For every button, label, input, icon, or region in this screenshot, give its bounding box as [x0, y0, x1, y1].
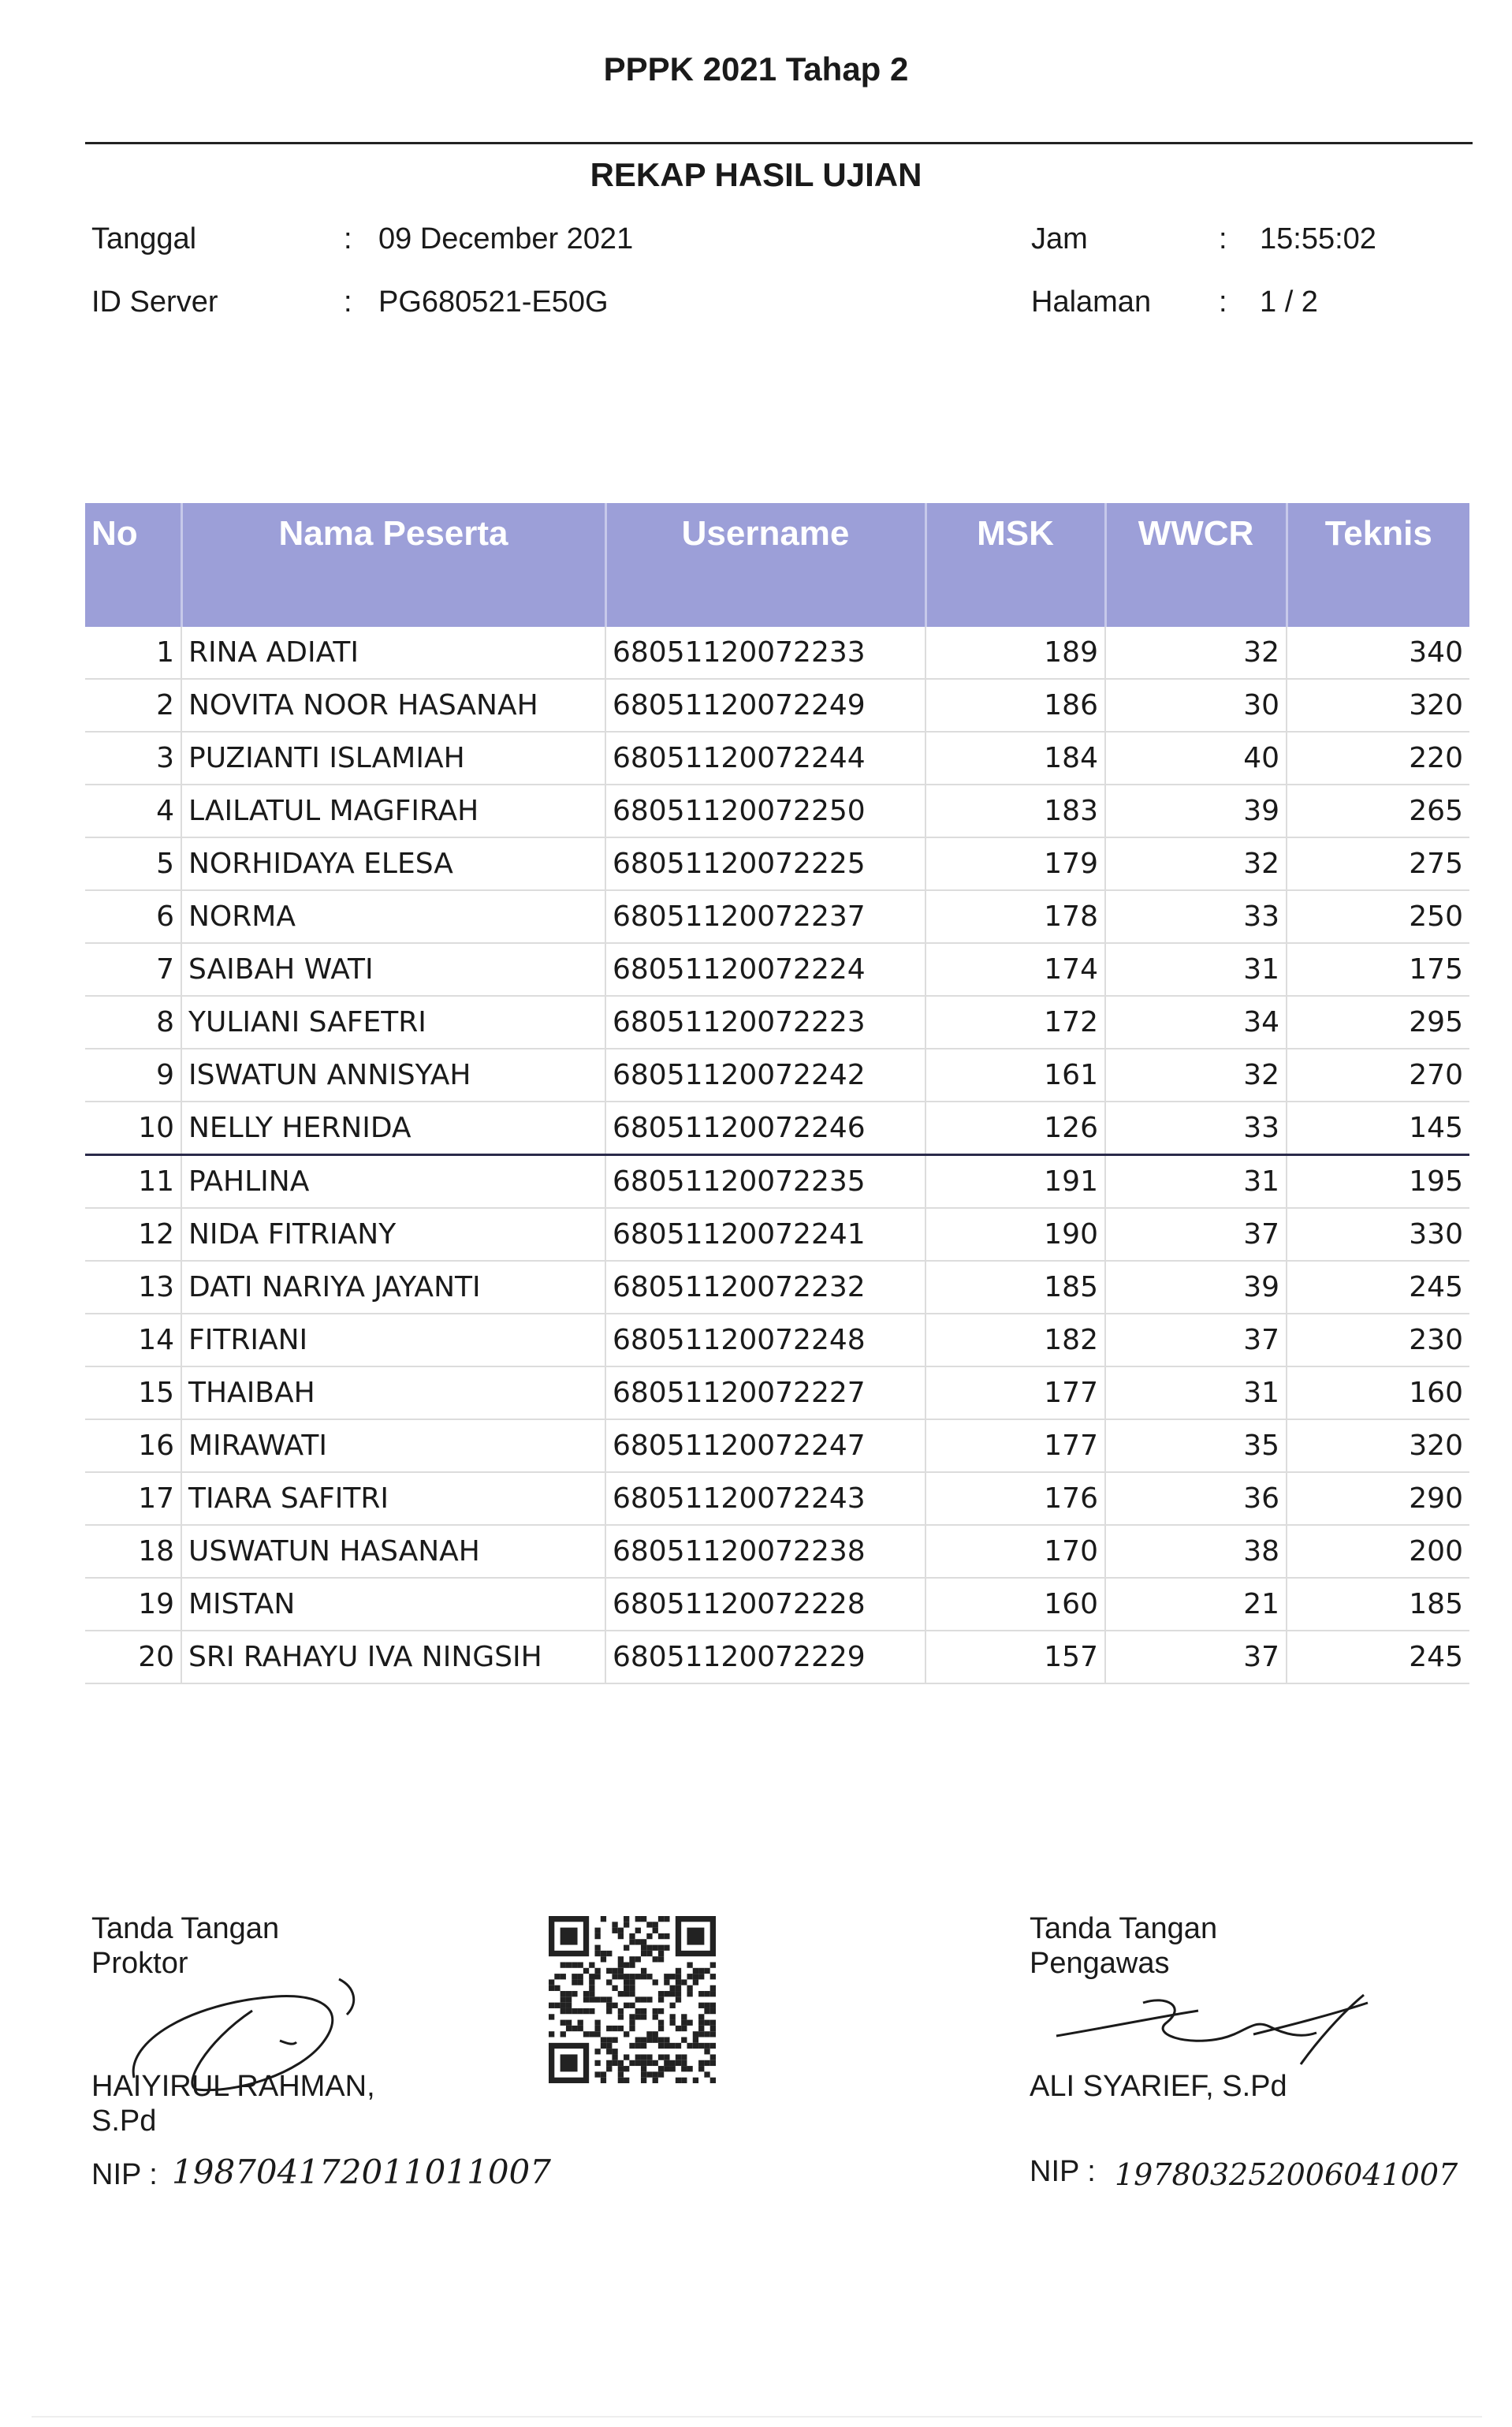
pengawas-role: Pengawas [1030, 1947, 1170, 1980]
cell-no: 18 [85, 1525, 181, 1578]
cell-username: 68051120072237 [605, 890, 925, 943]
cell-teknis: 160 [1287, 1366, 1469, 1419]
cell-nama: THAIBAH [181, 1366, 605, 1419]
table-row [85, 837, 1469, 890]
cell-teknis: 145 [1287, 1102, 1469, 1155]
header-rule [85, 142, 1473, 144]
cell-teknis: 195 [1287, 1155, 1469, 1209]
cell-nama: FITRIANI [181, 1314, 605, 1366]
cell-nama: MISTAN [181, 1578, 605, 1631]
cell-nama: USWATUN HASANAH [181, 1525, 605, 1578]
cell-no: 1 [85, 627, 181, 679]
cell-teknis: 270 [1287, 1049, 1469, 1102]
cell-msk: 186 [925, 679, 1105, 732]
tanggal-colon: : [344, 222, 352, 255]
cell-teknis: 340 [1287, 627, 1469, 679]
cell-no: 7 [85, 943, 181, 996]
cell-nama: NORMA [181, 890, 605, 943]
document-title: PPPK 2021 Tahap 2 [603, 50, 909, 88]
cell-nama: MIRAWATI [181, 1419, 605, 1472]
cell-teknis: 290 [1287, 1472, 1469, 1525]
pengawas-nip: 197803252006041007 [1115, 2157, 1458, 2192]
cell-wwcr: 38 [1105, 1525, 1287, 1578]
cell-username: 68051120072229 [605, 1631, 925, 1683]
cell-teknis: 245 [1287, 1261, 1469, 1314]
cell-username: 68051120072223 [605, 996, 925, 1049]
cell-nama: NOVITA NOOR HASANAH [181, 679, 605, 732]
cell-msk: 184 [925, 732, 1105, 785]
proktor-role: Proktor [91, 1947, 188, 1980]
cell-nama: PUZIANTI ISLAMIAH [181, 732, 605, 785]
cell-no: 13 [85, 1261, 181, 1314]
cell-no: 6 [85, 890, 181, 943]
cell-no: 10 [85, 1102, 181, 1155]
cell-msk: 178 [925, 890, 1105, 943]
col-header-nama: Nama Peserta [181, 503, 605, 627]
table-row [85, 890, 1469, 943]
cell-msk: 172 [925, 996, 1105, 1049]
table-row [85, 943, 1469, 996]
cell-no: 15 [85, 1366, 181, 1419]
table-row [85, 1155, 1469, 1209]
idserver-value: PG680521-E50G [378, 285, 609, 319]
cell-no: 2 [85, 679, 181, 732]
cell-username: 68051120072247 [605, 1419, 925, 1472]
cell-username: 68051120072244 [605, 732, 925, 785]
cell-nama: SRI RAHAYU IVA NINGSIH [181, 1631, 605, 1683]
cell-teknis: 200 [1287, 1525, 1469, 1578]
table-row [85, 785, 1469, 837]
cell-msk: 177 [925, 1419, 1105, 1472]
cell-wwcr: 33 [1105, 1102, 1287, 1155]
col-header-teknis: Teknis [1287, 503, 1469, 627]
cell-no: 3 [85, 732, 181, 785]
cell-wwcr: 31 [1105, 1366, 1287, 1419]
table-row [85, 1208, 1469, 1261]
page-bottom-rule [32, 2416, 1482, 2418]
cell-wwcr: 37 [1105, 1208, 1287, 1261]
cell-msk: 179 [925, 837, 1105, 890]
cell-username: 68051120072249 [605, 679, 925, 732]
cell-nama: YULIANI SAFETRI [181, 996, 605, 1049]
cell-msk: 126 [925, 1102, 1105, 1155]
cell-nama: RINA ADIATI [181, 627, 605, 679]
cell-username: 68051120072233 [605, 627, 925, 679]
cell-teknis: 320 [1287, 1419, 1469, 1472]
cell-msk: 161 [925, 1049, 1105, 1102]
cell-username: 68051120072235 [605, 1155, 925, 1209]
cell-username: 68051120072248 [605, 1314, 925, 1366]
cell-username: 68051120072243 [605, 1472, 925, 1525]
cell-no: 14 [85, 1314, 181, 1366]
cell-wwcr: 39 [1105, 785, 1287, 837]
jam-value: 15:55:02 [1260, 222, 1376, 255]
proktor-title: S.Pd [91, 2105, 157, 2138]
document-subtitle: REKAP HASIL UJIAN [590, 156, 922, 193]
halaman-colon: : [1219, 285, 1227, 319]
results-table [85, 503, 1469, 1684]
cell-msk: 160 [925, 1578, 1105, 1631]
table-row [85, 679, 1469, 732]
cell-no: 4 [85, 785, 181, 837]
cell-msk: 189 [925, 627, 1105, 679]
cell-wwcr: 32 [1105, 1049, 1287, 1102]
cell-teknis: 250 [1287, 890, 1469, 943]
cell-msk: 185 [925, 1261, 1105, 1314]
cell-msk: 183 [925, 785, 1105, 837]
cell-teknis: 175 [1287, 943, 1469, 996]
cell-msk: 177 [925, 1366, 1105, 1419]
pengawas-heading: Tanda Tangan [1030, 1912, 1218, 1945]
pengawas-nip-label: NIP : [1030, 2155, 1096, 2188]
idserver-label: ID Server [91, 285, 218, 319]
col-header-no: No [85, 503, 181, 627]
cell-msk: 182 [925, 1314, 1105, 1366]
cell-msk: 190 [925, 1208, 1105, 1261]
halaman-value: 1 / 2 [1260, 285, 1318, 319]
cell-teknis: 275 [1287, 837, 1469, 890]
cell-wwcr: 40 [1105, 732, 1287, 785]
cell-nama: NIDA FITRIANY [181, 1208, 605, 1261]
cell-no: 9 [85, 1049, 181, 1102]
cell-teknis: 185 [1287, 1578, 1469, 1631]
table-row [85, 1261, 1469, 1314]
cell-username: 68051120072224 [605, 943, 925, 996]
cell-username: 68051120072242 [605, 1049, 925, 1102]
cell-nama: DATI NARIYA JAYANTI [181, 1261, 605, 1314]
cell-nama: PAHLINA [181, 1155, 605, 1209]
cell-username: 68051120072225 [605, 837, 925, 890]
cell-nama: ISWATUN ANNISYAH [181, 1049, 605, 1102]
cell-nama: NORHIDAYA ELESA [181, 837, 605, 890]
cell-msk: 191 [925, 1155, 1105, 1209]
table-row [85, 1314, 1469, 1366]
table-row [85, 1102, 1469, 1155]
cell-wwcr: 37 [1105, 1631, 1287, 1683]
cell-nama: NELLY HERNIDA [181, 1102, 605, 1155]
cell-wwcr: 31 [1105, 1155, 1287, 1209]
pengawas-name: ALI SYARIEF, S.Pd [1030, 2070, 1287, 2103]
cell-username: 68051120072246 [605, 1102, 925, 1155]
table-row [85, 1049, 1469, 1102]
cell-no: 20 [85, 1631, 181, 1683]
tanggal-value: 09 December 2021 [378, 222, 634, 255]
cell-wwcr: 36 [1105, 1472, 1287, 1525]
jam-colon: : [1219, 222, 1227, 255]
pengawas-signature [1048, 1971, 1380, 2074]
cell-wwcr: 32 [1105, 837, 1287, 890]
cell-wwcr: 37 [1105, 1314, 1287, 1366]
cell-username: 68051120072228 [605, 1578, 925, 1631]
idserver-colon: : [344, 285, 352, 319]
qr-code-icon [549, 1916, 716, 2083]
table-row [85, 732, 1469, 785]
tanggal-label: Tanggal [91, 222, 197, 255]
proktor-name: HAIYIRUL RAHMAN, [91, 2070, 375, 2103]
cell-no: 5 [85, 837, 181, 890]
cell-msk: 170 [925, 1525, 1105, 1578]
cell-wwcr: 32 [1105, 627, 1287, 679]
table-row [85, 996, 1469, 1049]
cell-nama: SAIBAH WATI [181, 943, 605, 996]
proktor-nip-label: NIP : [91, 2158, 158, 2191]
cell-no: 11 [85, 1155, 181, 1209]
halaman-label: Halaman [1031, 285, 1152, 319]
cell-wwcr: 30 [1105, 679, 1287, 732]
cell-no: 16 [85, 1419, 181, 1472]
table-row [85, 1631, 1469, 1683]
table-row [85, 1525, 1469, 1578]
cell-username: 68051120072250 [605, 785, 925, 837]
cell-msk: 176 [925, 1472, 1105, 1525]
cell-nama: TIARA SAFITRI [181, 1472, 605, 1525]
cell-teknis: 245 [1287, 1631, 1469, 1683]
cell-msk: 157 [925, 1631, 1105, 1683]
proktor-heading: Tanda Tangan [91, 1912, 280, 1945]
col-header-username: Username [605, 503, 925, 627]
cell-wwcr: 21 [1105, 1578, 1287, 1631]
table-row [85, 1472, 1469, 1525]
cell-no: 19 [85, 1578, 181, 1631]
cell-wwcr: 34 [1105, 996, 1287, 1049]
cell-no: 17 [85, 1472, 181, 1525]
cell-teknis: 320 [1287, 679, 1469, 732]
table-row [85, 1578, 1469, 1631]
cell-teknis: 230 [1287, 1314, 1469, 1366]
cell-no: 8 [85, 996, 181, 1049]
jam-label: Jam [1031, 222, 1088, 255]
cell-wwcr: 31 [1105, 943, 1287, 996]
table-row [85, 627, 1469, 679]
cell-teknis: 295 [1287, 996, 1469, 1049]
cell-username: 68051120072241 [605, 1208, 925, 1261]
cell-wwcr: 39 [1105, 1261, 1287, 1314]
table-row [85, 1366, 1469, 1419]
cell-wwcr: 35 [1105, 1419, 1287, 1472]
cell-username: 68051120072232 [605, 1261, 925, 1314]
cell-teknis: 265 [1287, 785, 1469, 837]
cell-username: 68051120072227 [605, 1366, 925, 1419]
col-header-wwcr: WWCR [1105, 503, 1287, 627]
cell-username: 68051120072238 [605, 1525, 925, 1578]
cell-teknis: 330 [1287, 1208, 1469, 1261]
cell-wwcr: 33 [1105, 890, 1287, 943]
cell-nama: LAILATUL MAGFIRAH [181, 785, 605, 837]
table-header-row [85, 503, 1469, 627]
proktor-nip: 198704172011011007 [172, 2153, 551, 2191]
col-header-msk: MSK [925, 503, 1105, 627]
cell-msk: 174 [925, 943, 1105, 996]
cell-teknis: 220 [1287, 732, 1469, 785]
cell-no: 12 [85, 1208, 181, 1261]
table-row [85, 1419, 1469, 1472]
